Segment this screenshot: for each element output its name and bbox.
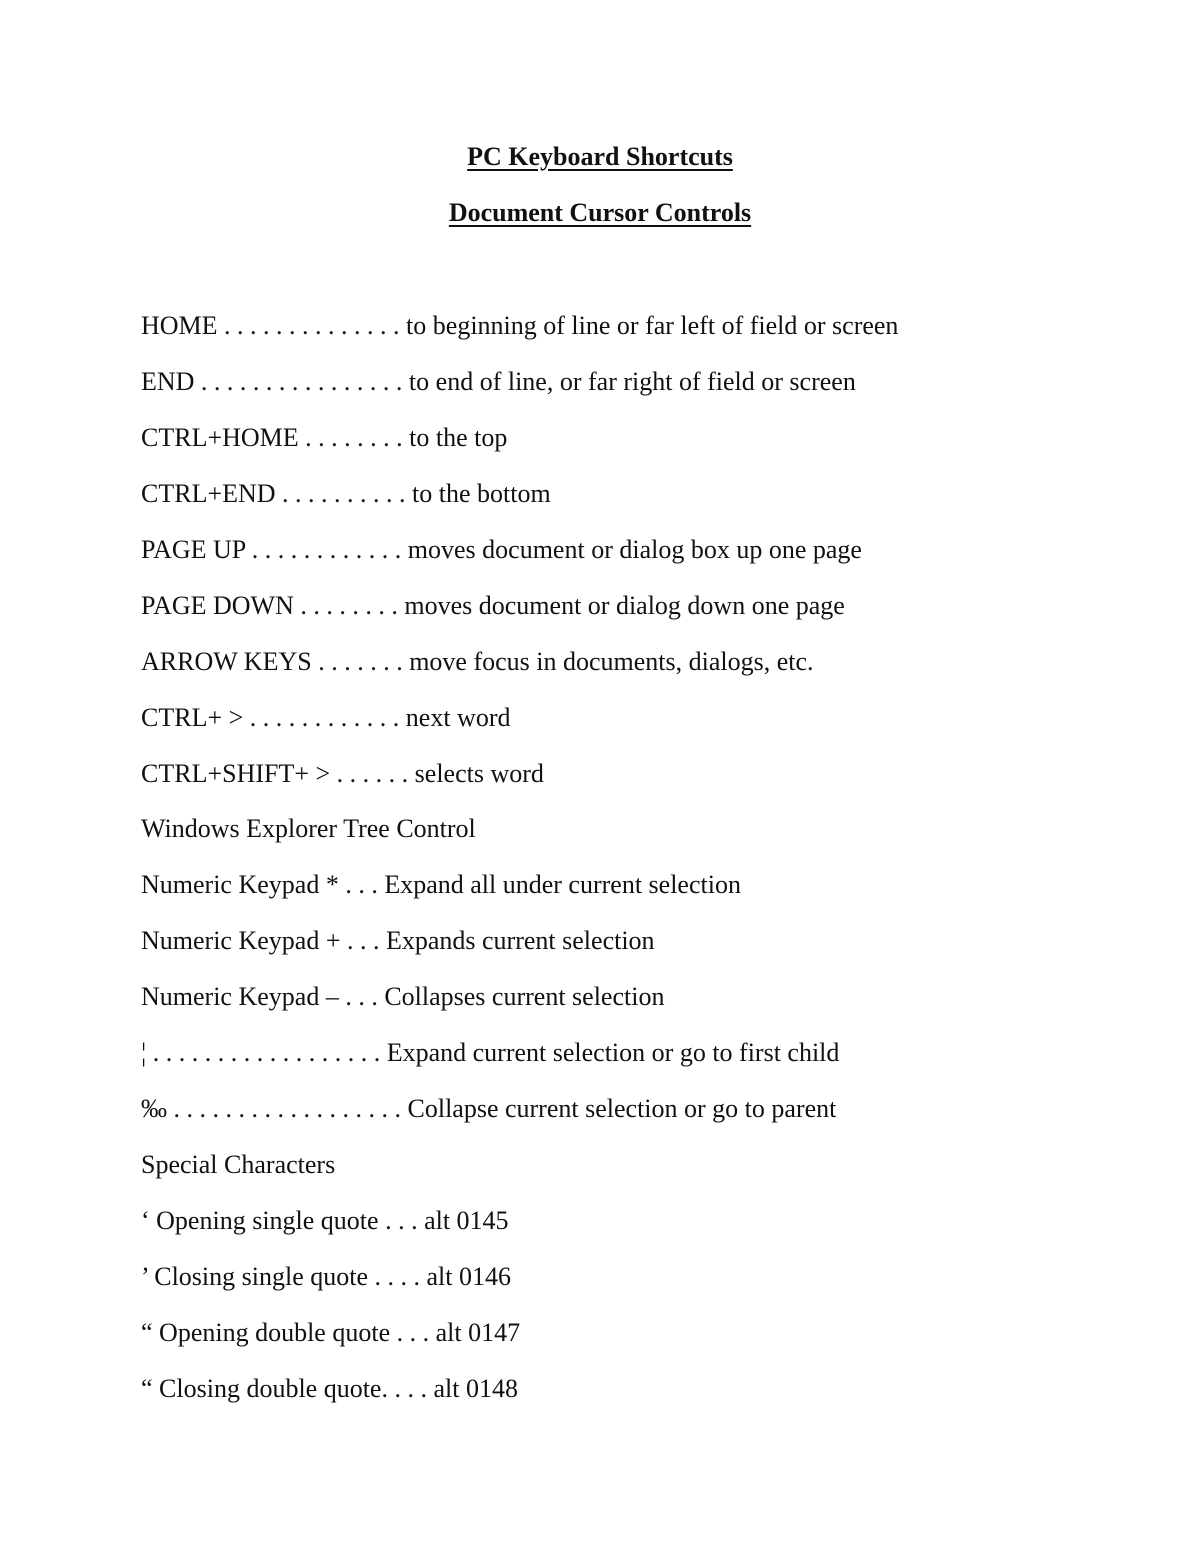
- special-char-opening-single-quote: ‘ Opening single quote . . . alt 0145: [141, 1206, 509, 1235]
- page-subtitle: Document Cursor Controls: [448, 198, 752, 227]
- shortcut-line-page-up: PAGE UP . . . . . . . . . . . . moves document or dialog box up one page: [141, 534, 862, 564]
- shortcut-line-left-arrow: ‰ . . . . . . . . . . . . . . . . . . Collapse current selection or go to parent: [141, 1094, 837, 1124]
- shortcut-list: [141, 310, 1141, 1429]
- shortcut-line-keypad-minus: Numeric Keypad – . . . Collapses current selection: [141, 982, 665, 1012]
- shortcut-line-home: HOME . . . . . . . . . . . . . . to beginning of line or far left of field or screen: [141, 311, 899, 340]
- special-char-opening-double-quote: “ Opening double quote . . . alt 0147: [141, 1317, 521, 1347]
- shortcut-line-ctrl-end: CTRL+END . . . . . . . . . . to the bottom: [141, 478, 551, 508]
- section-heading-special-characters: Special Characters: [141, 1150, 336, 1180]
- page-title: PC Keyboard Shortcuts: [467, 142, 733, 171]
- shortcut-line-keypad-plus: Numeric Keypad + . . . Expands current selection: [141, 926, 655, 956]
- shortcut-line-arrow-keys: ARROW KEYS . . . . . . . move focus in documents, dialogs, etc.: [141, 646, 814, 676]
- section-heading-tree-control: Windows Explorer Tree Control: [141, 814, 476, 844]
- shortcut-line-ctrl-right: CTRL+ > . . . . . . . . . . . . next word: [141, 702, 511, 732]
- shortcut-line-end: END . . . . . . . . . . . . . . . . to end of line, or far right of field or screen: [141, 366, 856, 396]
- special-char-closing-double-quote: “ Closing double quote. . . . alt 0148: [141, 1373, 518, 1403]
- shortcut-line-right-arrow: ¦ . . . . . . . . . . . . . . . . . . Expand current selection or go to first child: [141, 1038, 840, 1068]
- shortcut-line-page-down: PAGE DOWN . . . . . . . . moves document or dialog down one page: [141, 590, 845, 620]
- shortcut-line-ctrl-home: CTRL+HOME . . . . . . . . to the top: [141, 422, 508, 452]
- shortcut-line-ctrl-shift-right: CTRL+SHIFT+ > . . . . . . selects word: [141, 758, 544, 788]
- shortcut-line-keypad-star: Numeric Keypad * . . . Expand all under current selection: [141, 870, 741, 900]
- special-char-closing-single-quote: ’ Closing single quote . . . . alt 0146: [141, 1261, 511, 1291]
